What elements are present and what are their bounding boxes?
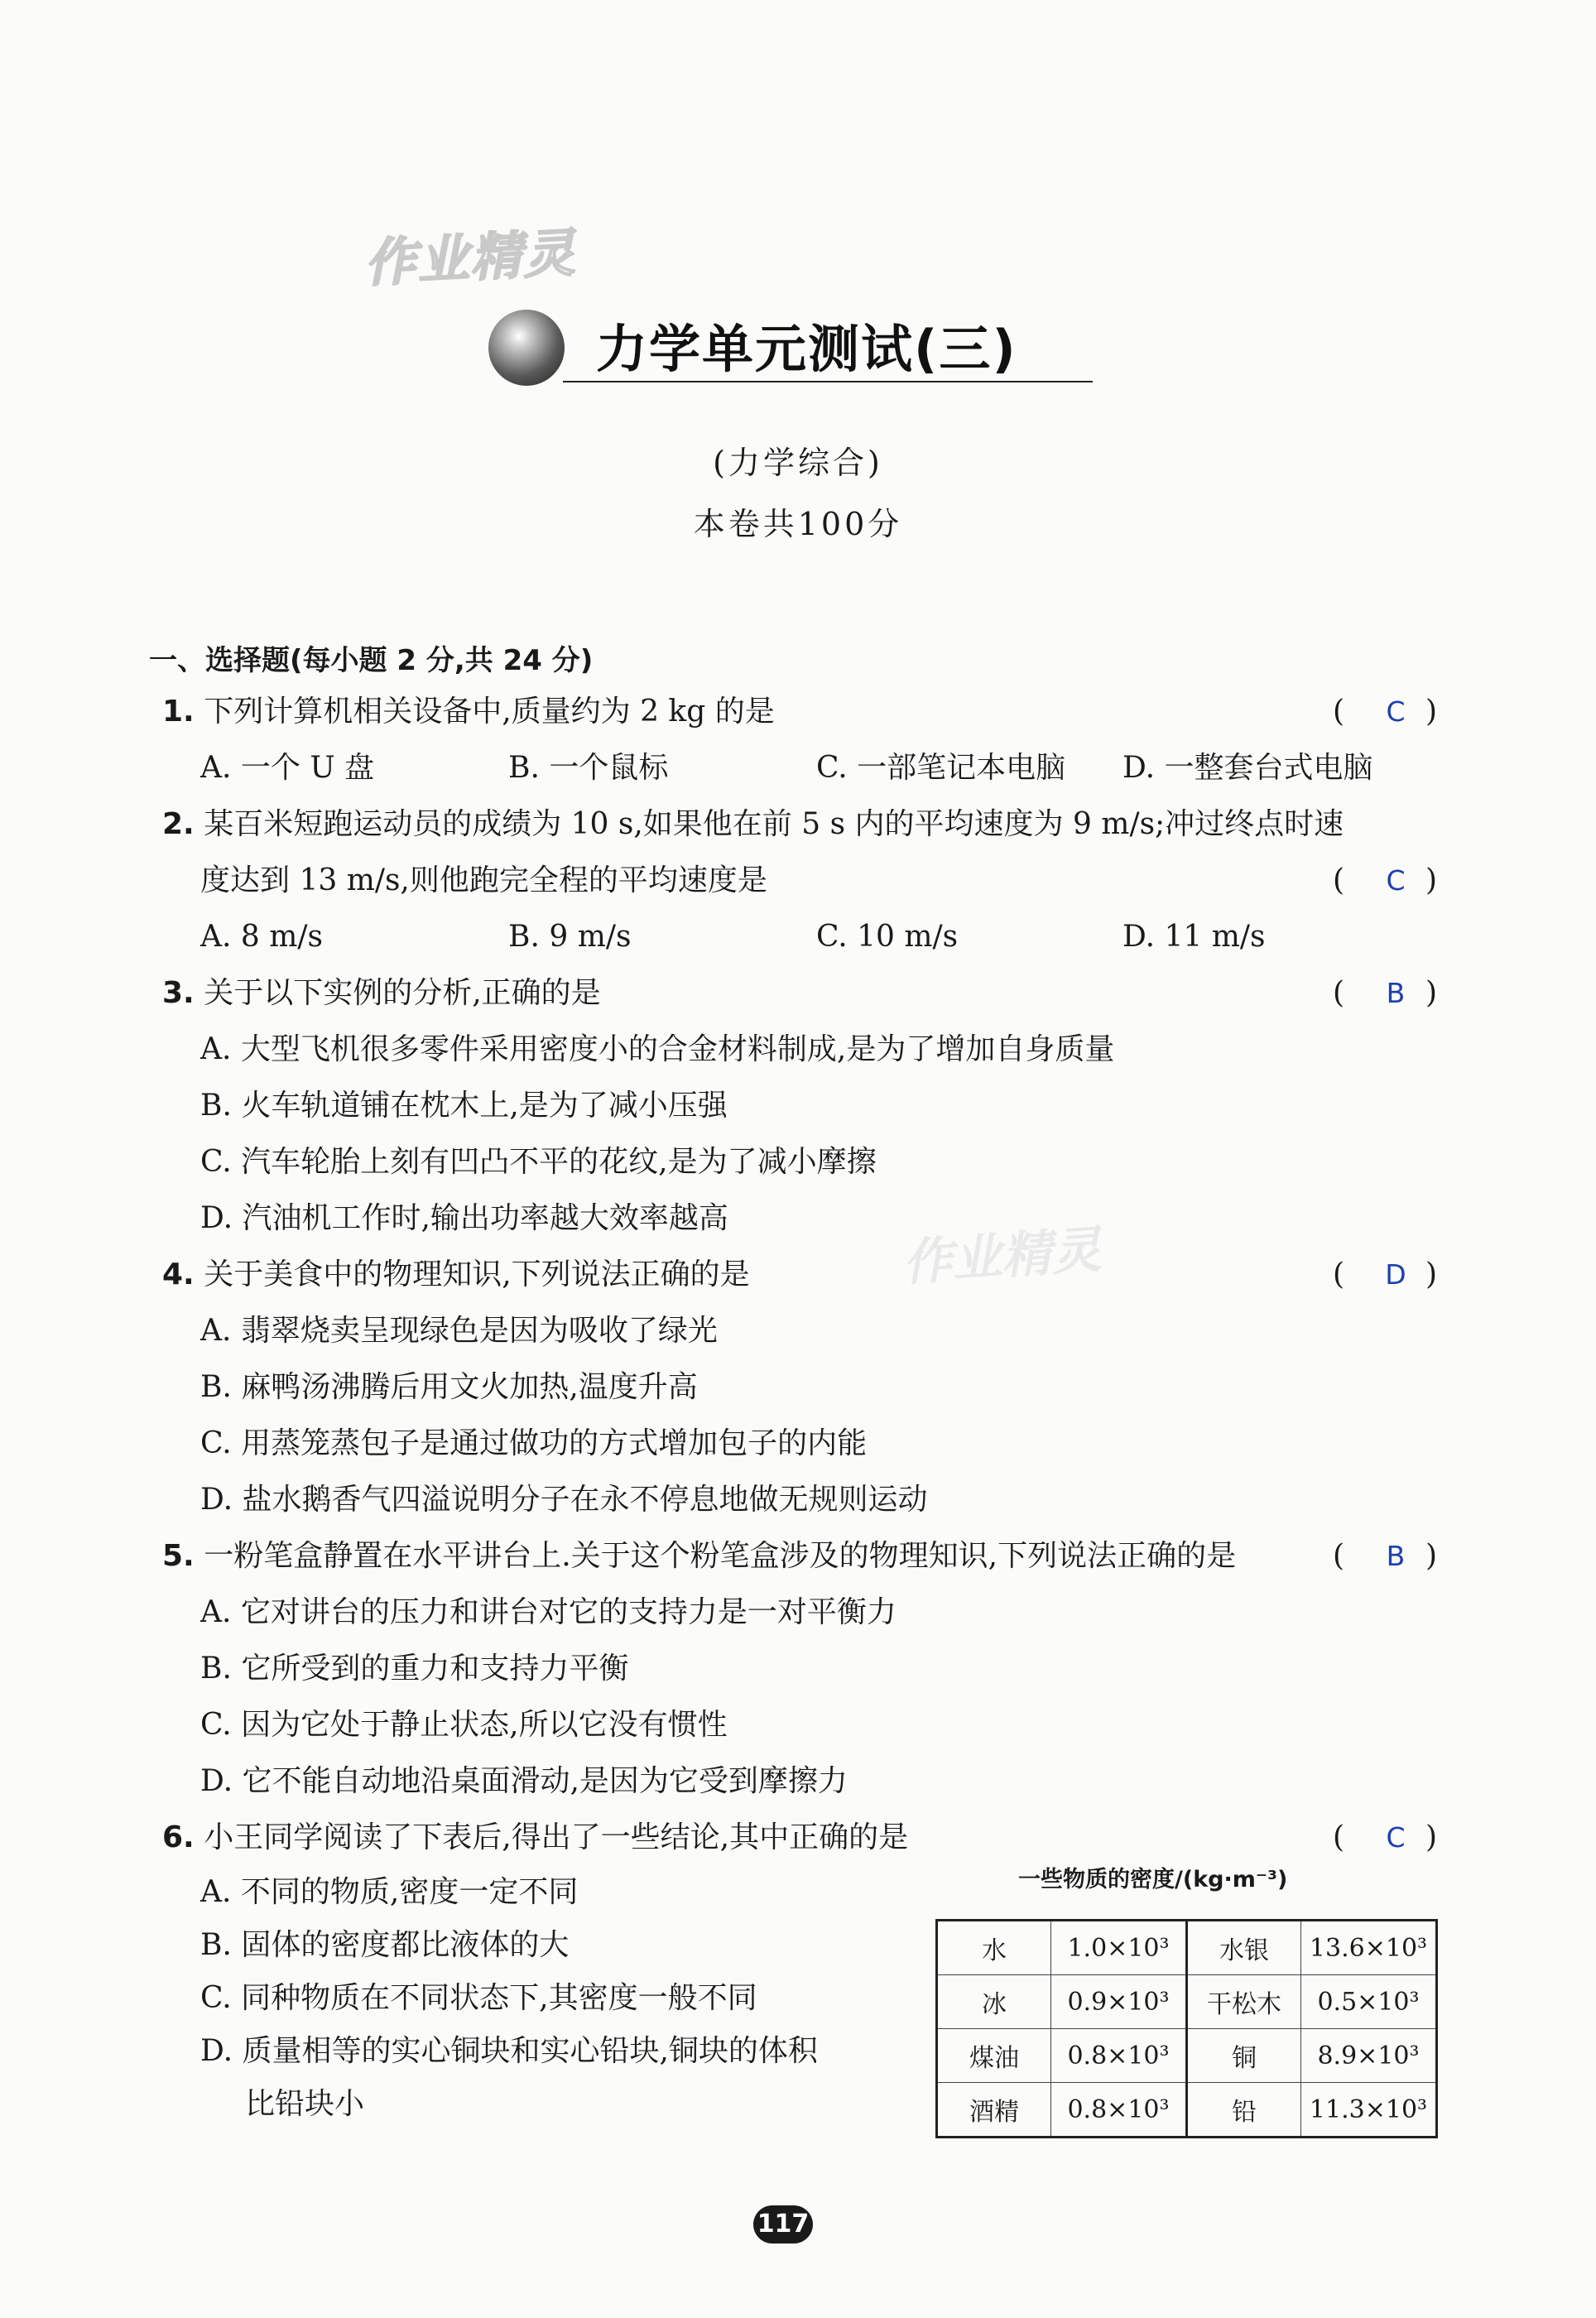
question-stem: 关于美食中的物理知识,下列说法正确的是 xyxy=(204,1258,750,1291)
option-c: C. 10 m/s xyxy=(816,920,959,954)
question-number: 3. xyxy=(162,976,195,1010)
option-c: C. 因为它处于静止状态,所以它没有惯性 xyxy=(200,1708,728,1742)
answer-slot-5: ( B ) xyxy=(1333,1537,1437,1576)
table-cell: 水 xyxy=(937,1921,1051,1975)
question-number: 5. xyxy=(162,1539,195,1573)
table-row xyxy=(937,1975,1437,2029)
table-row xyxy=(937,1921,1437,1975)
question-number: 6. xyxy=(162,1820,195,1854)
question-1 xyxy=(162,692,775,732)
option-d: D. 汽油机工作时,输出功率越大效率越高 xyxy=(200,1201,728,1235)
question-2-continued: 度达到 13 m/s,则他跑完全程的平均速度是 xyxy=(200,863,767,897)
option-c: C. 同种物质在不同状态下,其密度一般不同 xyxy=(200,1981,757,2015)
option-d: D. 盐水鹅香气四溢说明分子在永不停息地做无规则运动 xyxy=(200,1483,928,1517)
question-4 xyxy=(162,1255,750,1295)
table-cell: 11.3×10³ xyxy=(1301,2083,1437,2138)
answer-slot-3: ( B ) xyxy=(1333,974,1437,1013)
option-b: B. 它所受到的重力和支持力平衡 xyxy=(200,1652,629,1686)
option-a: A. 它对讲台的压力和讲台对它的支持力是一对平衡力 xyxy=(200,1595,897,1629)
answer-text: C xyxy=(1386,1821,1406,1854)
option-a: A. 大型飞机很多零件采用密度小的合金材料制成,是为了增加自身质量 xyxy=(200,1032,1115,1066)
total-points: 本卷共100分 xyxy=(693,506,903,542)
question-number: 4. xyxy=(162,1258,195,1291)
sphere-icon xyxy=(488,310,565,386)
answer-text: C xyxy=(1386,864,1406,897)
option-a: A. 不同的物质,密度一定不同 xyxy=(200,1875,579,1909)
answer-text: B xyxy=(1386,977,1406,1009)
section-title: 一、选择题(每小题 2 分,共 24 分) xyxy=(149,644,594,677)
question-3 xyxy=(162,974,601,1013)
question-stem: 下列计算机相关设备中,质量约为 2 kg 的是 xyxy=(204,695,775,729)
option-a: A. 8 m/s xyxy=(200,920,323,954)
table-row xyxy=(937,2083,1437,2138)
table-cell: 1.0×10³ xyxy=(1051,1921,1187,1975)
option-b: B. 一个鼠标 xyxy=(508,751,669,785)
title-block xyxy=(488,305,1101,387)
question-number: 1. xyxy=(162,695,195,729)
option-b: B. 麻鸭汤沸腾后用文火加热,温度升高 xyxy=(200,1370,698,1404)
option-c: C. 一部笔记本电脑 xyxy=(816,751,1066,785)
table-cell: 水银 xyxy=(1187,1921,1301,1975)
option-d: D. 11 m/s xyxy=(1122,920,1266,954)
page-number: 117 xyxy=(753,2205,813,2243)
question-stem: 某百米短跑运动员的成绩为 10 s,如果他在前 5 s 内的平均速度为 9 m/s;冲过终点时速 xyxy=(204,807,1344,841)
table-cell: 13.6×10³ xyxy=(1301,1921,1437,1975)
table-cell: 冰 xyxy=(937,1975,1051,2029)
watermark-logo: 作业精灵 xyxy=(363,222,579,294)
answer-slot-6: ( C ) xyxy=(1333,1818,1437,1858)
option-b: B. 固体的密度都比液体的大 xyxy=(200,1928,570,1962)
answer-text: D xyxy=(1385,1258,1406,1291)
option-c: C. 用蒸笼蒸包子是通过做功的方式增加包子的内能 xyxy=(200,1426,868,1460)
table-cell: 0.9×10³ xyxy=(1051,1975,1187,2029)
subtitle: (力学综合) xyxy=(713,445,883,481)
table-row xyxy=(937,2029,1437,2083)
question-stem: 关于以下实例的分析,正确的是 xyxy=(204,976,601,1010)
table-cell: 干松木 xyxy=(1187,1975,1301,2029)
option-d: D. 质量相等的实心铜块和实心铅块,铜块的体积 xyxy=(200,2034,818,2068)
table-cell: 酒精 xyxy=(937,2083,1051,2138)
table-cell: 0.8×10³ xyxy=(1051,2029,1187,2083)
table-title: 一些物质的密度/(kg·m⁻³) xyxy=(1018,1867,1288,1892)
answer-slot-4: ( D ) xyxy=(1333,1255,1437,1295)
page-title: 力学单元测试(三) xyxy=(596,319,1017,379)
question-2 xyxy=(162,805,1344,844)
table-cell: 煤油 xyxy=(937,2029,1051,2083)
option-c: C. 汽车轮胎上刻有凹凸不平的花纹,是为了减小摩擦 xyxy=(200,1145,877,1179)
question-5 xyxy=(162,1537,1236,1576)
option-d: D. 它不能自动地沿桌面滑动,是因为它受到摩擦力 xyxy=(200,1764,848,1798)
title-underline xyxy=(563,381,1093,382)
option-d-continued: 比铅块小 xyxy=(245,2087,365,2121)
question-6 xyxy=(162,1818,908,1858)
answer-slot-1: ( C ) xyxy=(1333,692,1437,732)
question-stem: 小王同学阅读了下表后,得出了一些结论,其中正确的是 xyxy=(204,1820,909,1854)
density-table xyxy=(935,1919,1438,2138)
answer-text: B xyxy=(1386,1540,1406,1572)
table-cell: 8.9×10³ xyxy=(1301,2029,1437,2083)
table-cell: 0.8×10³ xyxy=(1051,2083,1187,2138)
option-a: A. 一个 U 盘 xyxy=(200,751,375,785)
answer-text: C xyxy=(1386,695,1406,728)
table-cell: 铅 xyxy=(1187,2083,1301,2138)
option-b: B. 火车轨道铺在枕木上,是为了减小压强 xyxy=(200,1089,728,1123)
table-cell: 0.5×10³ xyxy=(1301,1975,1437,2029)
watermark-logo-faint: 作业精灵 xyxy=(901,1220,1103,1293)
option-d: D. 一整套台式电脑 xyxy=(1122,751,1373,785)
option-a: A. 翡翠烧卖呈现绿色是因为吸收了绿光 xyxy=(200,1314,718,1348)
option-b: B. 9 m/s xyxy=(508,920,632,954)
question-number: 2. xyxy=(162,807,195,841)
question-stem: 一粉笔盒静置在水平讲台上.关于这个粉笔盒涉及的物理知识,下列说法正确的是 xyxy=(204,1539,1237,1573)
table-cell: 铜 xyxy=(1187,2029,1301,2083)
answer-slot-2: ( C ) xyxy=(1333,861,1437,901)
